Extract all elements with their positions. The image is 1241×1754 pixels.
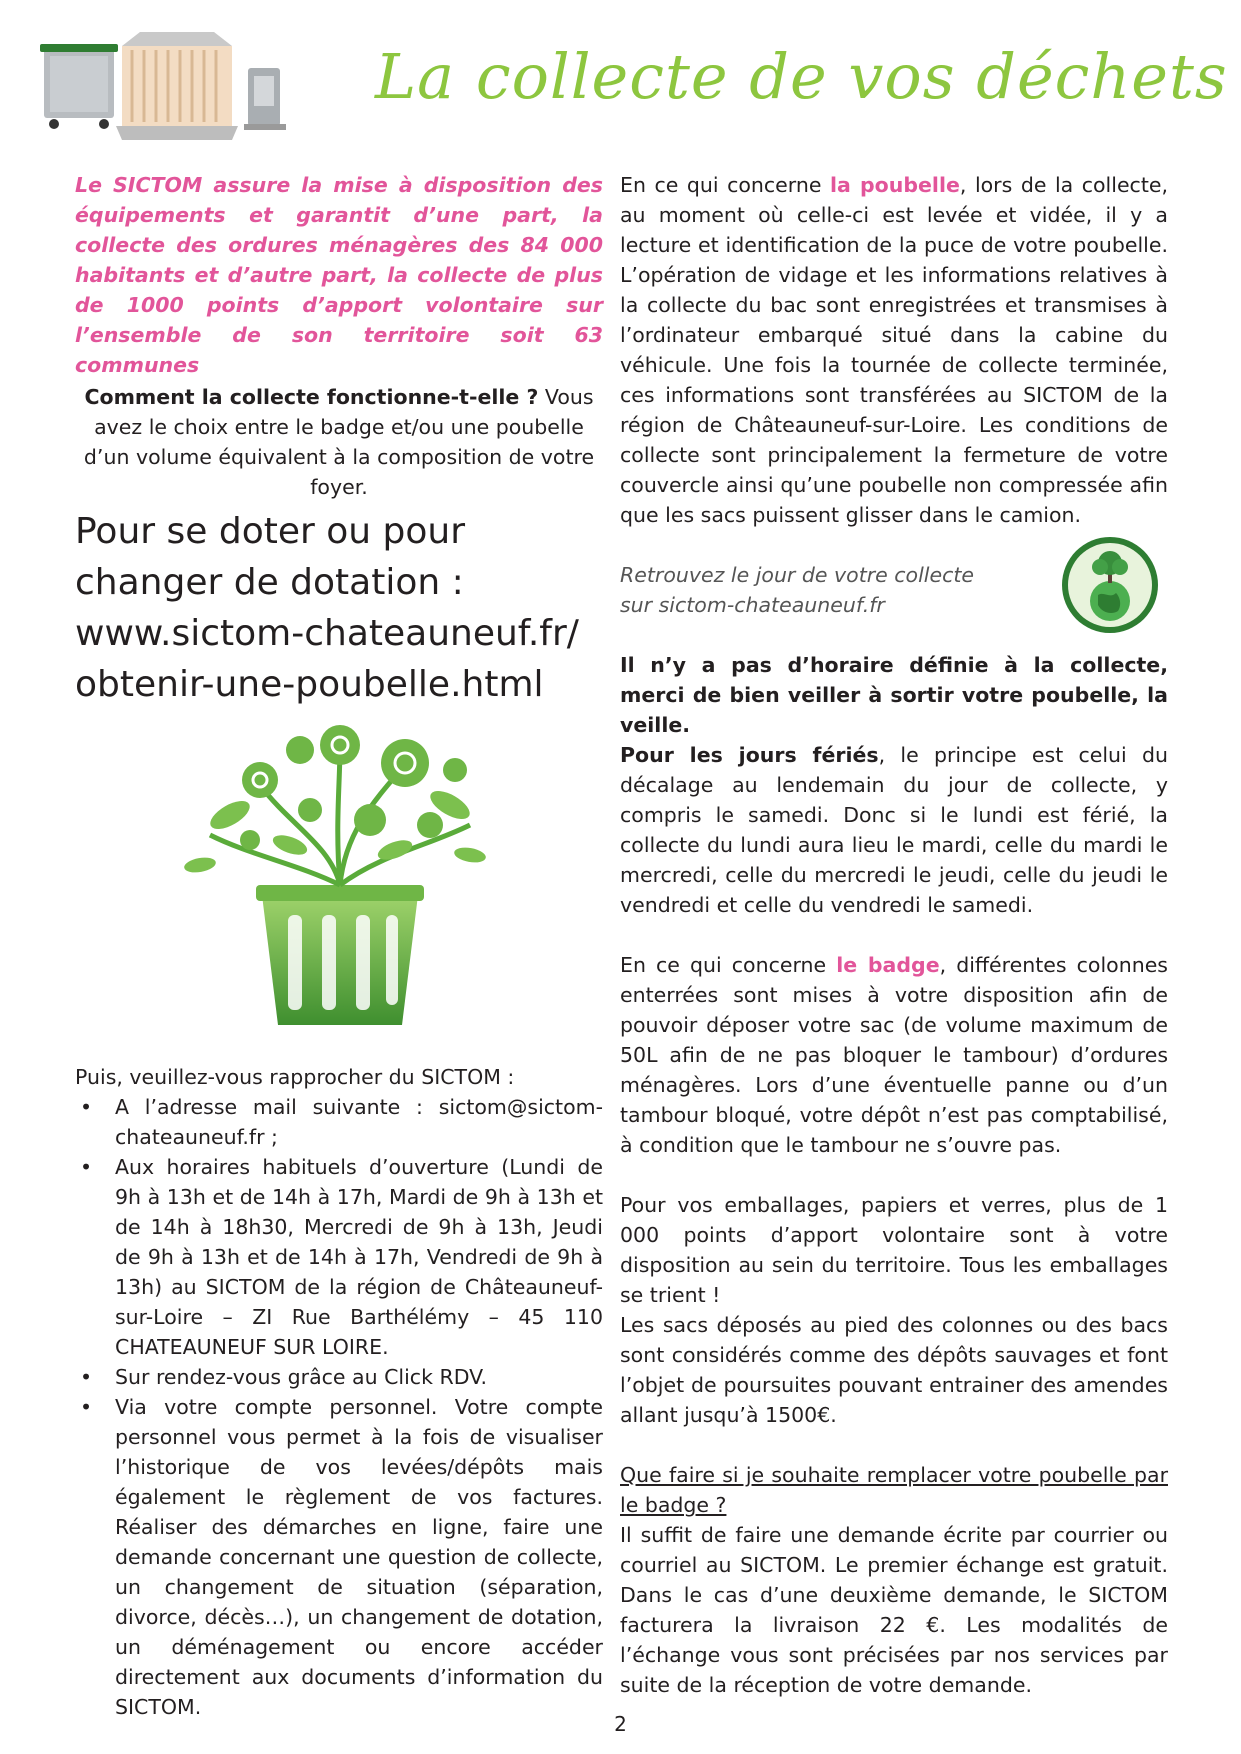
how-paragraph — [75, 382, 603, 502]
badge-text: , différentes colonnes enterrées sont mises à votre disposition afin de pouvoir déposer votre sac (de volume maximum de 50L afin de ne pas bloquer le tambour) d’ordures ménagères. Lors d’une éventuelle panne ou d’un tambour bloqué, votre dépôt n’est pas comptabilisé, à condition que le tambour ne s’ouvre pas. — [620, 953, 1168, 1157]
holiday-label: Pour les jours fériés — [620, 743, 879, 767]
how-answer: Vous avez le choix entre le badge et/ou une poubelle d’un volume équivalent à la composition de votre foyer. — [83, 385, 595, 499]
waste-bins-illustration — [40, 26, 310, 146]
holiday-paragraph — [620, 740, 1168, 920]
badge-replacement-answer: Il suffit de faire une demande écrite par courrier ou courriel au SICTOM. Le premier échange est gratuit. Dans le cas d’une deuxième demande, le SICTOM facturera la livraison 22 €. Les modalités de l’échange vous sont précisées par nos services par suite de la réception de votre demande. — [620, 1523, 1168, 1697]
contact-intro: Puis, veuillez-vous rapprocher du SICTOM : — [75, 1065, 515, 1089]
tree-globe-icon — [1060, 535, 1160, 635]
intro-paragraph: Le SICTOM assure la mise à disposition des équipements et garantit d’une part, la collecte des ordures ménagères des 84 000 habitants et d’autre part, la collecte de plus de 1000 points d’apport volontaire sur l’ensemble de son territoire soit 63 communes — [75, 173, 603, 377]
badge-replacement-question: Que faire si je souhaite remplacer votre poubelle par le badge ? — [620, 1463, 1168, 1517]
dotation-url-line-1: www.sictom-chateauneuf.fr/ — [75, 613, 579, 654]
dotation-heading — [75, 506, 603, 710]
badge-highlight: le badge — [836, 953, 940, 977]
recycling-tree-bin-illustration — [170, 725, 510, 1030]
holiday-text: , le principe est celui du décalage au lendemain du jour de collecte, y compris le samedi. Donc si le lundi est férié, la collecte du lundi aura lieu le mardi, celle du mardi le mercredi, celle du mercredi le jeudi, celle du jeudi le vendredi et celle du vendredi le samedi. — [620, 743, 1168, 917]
packaging-paragraph: Pour vos emballages, papiers et verres, plus de 1 000 points d’apport volontaire sont à votre disposition au sein du territoire. Tous les emballages se trient ! — [620, 1193, 1168, 1307]
schedule-warning: Il n’y a pas d’horaire définie à la collecte, merci de bien veiller à sortir votre poubelle, la veille. — [620, 653, 1168, 737]
list-item: • Aux horaires habituels d’ouverture (Lundi de 9h à 13h et de 14h à 17h, Mardi de 9h à 13h et de 14h à 18h30, Mercredi de 9h à 13h, Jeudi de 9h à 13h et de 14h à 17h, Vendredi de 9h à 13h) au SICTOM de la région de Châteauneuf-sur-Loire – ZI Rue Barthélémy – 45 110 CHATEAUNEUF SUR LOIRE. — [75, 1152, 603, 1362]
list-item: • Sur rendez-vous grâce au Click RDV. — [75, 1362, 603, 1392]
page-title: La collecte de vos déchets — [375, 40, 1228, 113]
badge-replacement-section — [620, 1460, 1168, 1700]
list-item: • Via votre compte personnel. Votre compte personnel vous permet à la fois de visualiser l’historique de vos levées/dépôts mais également le règlement de vos factures. Réaliser des démarches en ligne, faire une demande concernant une question de collecte, un changement de situation (séparation, divorce, décès…), un changement de dotation, un déménagement ou encore accéder directement aux documents d’information du SICTOM. — [75, 1392, 603, 1722]
fines-paragraph: Les sacs déposés au pied des colonnes ou des bacs sont considérés comme des dépôts sauvages et font l’objet de poursuites pouvant entrainer des amendes allant jusqu’à 1500€. — [620, 1313, 1168, 1427]
badge-intro: En ce qui concerne — [620, 953, 837, 977]
contact-list — [75, 1092, 603, 1722]
list-item: • A l’adresse mail suivante : sictom@sictom-chateauneuf.fr ; — [75, 1092, 603, 1152]
dotation-url-line-2: obtenir-une-poubelle.html — [75, 664, 544, 705]
collecte-day-note: Retrouvez le jour de votre collecte sur sictom-chateauneuf.fr — [620, 563, 975, 617]
page-number: 2 — [614, 1712, 627, 1736]
poubelle-text: , lors de la collecte, au moment où celle-ci est levée et vidée, il y a lecture et identification de la puce de votre poubelle. L’opération de vidage et les informations relatives à la collecte du bac sont enregistrées et transmises à l’ordinateur embarqué situé dans la cabine du véhicule. Une fois la tournée de collecte terminée, ces informations sont transférées au SICTOM de la région de Châteauneuf-sur-Loire. Les conditions de collecte sont principalement la fermeture de votre couvercle ainsi qu’une poubelle non compressée afin que les sacs puissent glisser dans le camion. — [620, 173, 1168, 527]
badge-paragraph — [620, 950, 1168, 1160]
dotation-line-1: Pour se doter ou pour changer de dotation : — [75, 511, 466, 603]
poubelle-paragraph — [620, 170, 1168, 530]
poubelle-intro: En ce qui concerne — [620, 173, 830, 197]
poubelle-highlight: la poubelle — [830, 173, 960, 197]
how-question: Comment la collecte fonctionne-t-elle ? — [84, 385, 539, 409]
